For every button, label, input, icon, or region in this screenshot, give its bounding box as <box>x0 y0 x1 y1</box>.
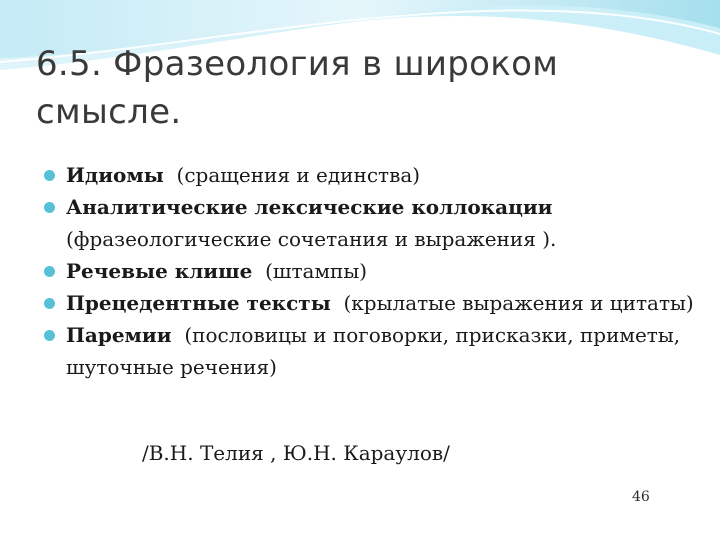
bullet-dot-icon <box>44 330 55 341</box>
bullet-term: Идиомы <box>66 163 164 187</box>
bullet-item-collocations <box>44 191 694 255</box>
bullet-description: (штампы) <box>265 259 368 283</box>
authors-reference: /В.Н. Телия , Ю.Н. Караулов/ <box>142 441 450 465</box>
bullet-term: Прецедентные тексты <box>66 291 331 315</box>
bullet-description: (крылатые выражения и цитаты) <box>343 291 694 315</box>
bullet-dot-icon <box>44 266 55 277</box>
bullet-description: (пословицы и поговорки, присказки, приметы, шуточные речения) <box>66 323 681 379</box>
bullet-item-precedent-texts <box>44 287 694 319</box>
page-number: 46 <box>632 489 650 505</box>
bullet-term: Паремии <box>66 323 172 347</box>
bullet-term: Аналитические лексические коллокации <box>66 195 553 219</box>
bullet-dot-icon <box>44 298 55 309</box>
bullet-description: (фразеологические сочетания и выражения ). <box>66 227 557 251</box>
bullet-item-paremias <box>44 319 694 383</box>
bullet-dot-icon <box>44 202 55 213</box>
bullet-dot-icon <box>44 170 55 181</box>
bullet-term: Речевые клише <box>66 259 253 283</box>
bullet-item-cliches <box>44 255 694 287</box>
slide-title: 6.5. Фразеология в широком смысле. <box>36 44 559 132</box>
bullet-description: (сращения и единства) <box>176 163 421 187</box>
bullet-item-idioms <box>44 159 694 191</box>
bullet-list <box>44 159 694 383</box>
